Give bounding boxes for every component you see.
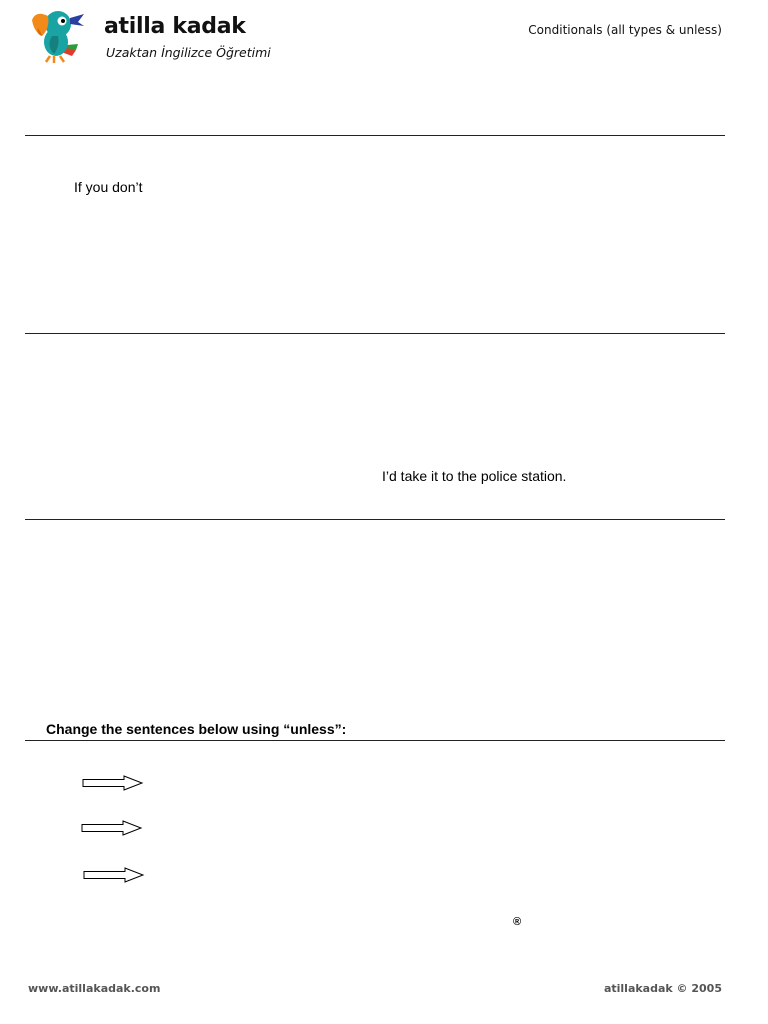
document-topic: Conditionals (all types & unless) — [528, 23, 722, 37]
brand-name: atilla kadak — [104, 14, 246, 39]
divider — [25, 519, 725, 520]
exercise-sentence: I’d take it to the police station. — [382, 468, 567, 484]
right-arrow-icon — [83, 867, 145, 883]
section-heading: Change the sentences below using “unless”: — [46, 721, 347, 737]
divider — [25, 333, 725, 334]
footer-copyright: atillakadak © 2005 — [603, 982, 722, 995]
registered-mark: ® — [513, 916, 522, 928]
divider — [25, 135, 725, 136]
right-arrow-icon — [81, 820, 143, 836]
brand-tagline: Uzaktan İngilizce Öğretimi — [106, 45, 271, 60]
footer-website: www.atillakadak.com — [28, 982, 161, 995]
exercise-sentence: If you don’t — [74, 179, 143, 195]
right-arrow-icon — [82, 775, 144, 791]
divider — [25, 740, 725, 741]
parrot-logo-icon — [26, 6, 88, 64]
